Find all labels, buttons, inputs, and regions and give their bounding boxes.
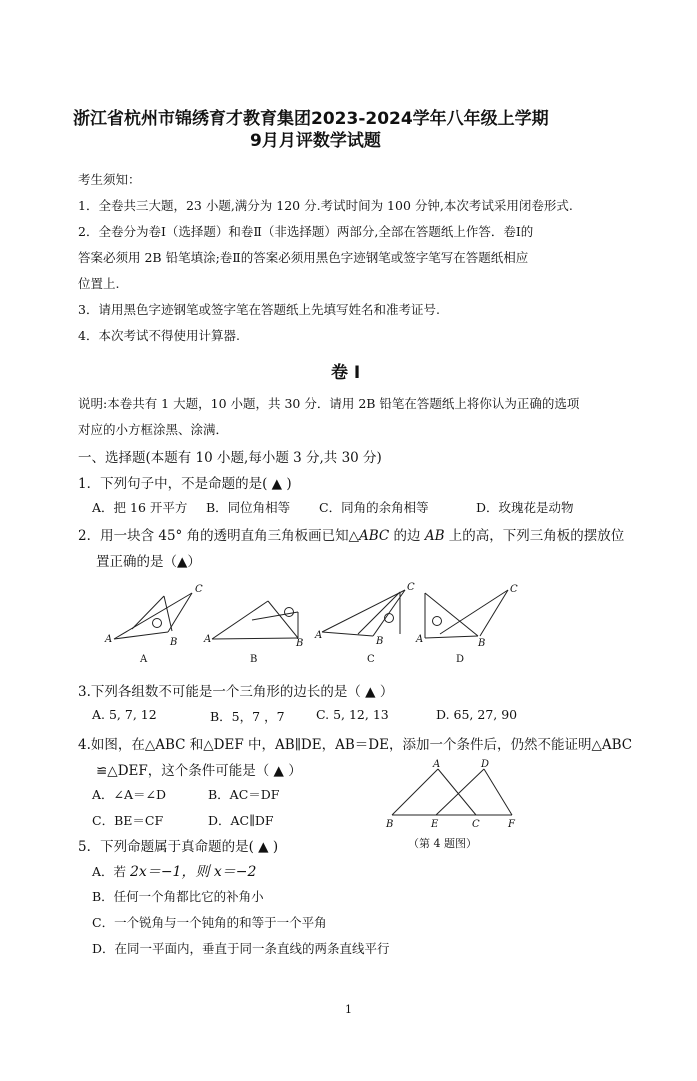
figure-a-diagram [114,593,192,639]
page-number: 1 [345,1003,352,1016]
question-4-option-b: B．AC＝DF [208,787,280,802]
figure-c-point-a: A [315,630,323,641]
notice-item: 1．全卷共三大题，23 小题,满分为 120 分.考试时间为 100 分钟,本次考试采用闭卷形式. [78,198,573,213]
q4-point-f: F [508,819,515,830]
figure-a-point-c: C [195,584,203,595]
question-4-option-c: C．BE＝CF [92,813,164,828]
q4-point-a: A [433,759,441,770]
notice-item: 位置上. [78,276,120,291]
figure-d-point-c: C [510,584,518,595]
question-2-stem [78,524,624,544]
question-2-stem-cont: 置正确的是（▲） [96,554,201,570]
question-1-option-b: B．同位角相等 [206,500,291,515]
q2-stem-ab: AB [424,528,445,544]
figure-b-point-a: A [204,634,212,645]
figure-d-point-b: B [478,638,486,649]
q5-option-a-math: 2x＝−1，则 x＝−2 [130,864,257,880]
q2-stem-text: 上的高，下列三角板的摆放位 [444,528,625,544]
paper-title-line1: 浙江省杭州市锦绣育才教育集团2023-2024学年八年级上学期 [73,109,549,129]
notice-item: 2．全卷分为卷Ⅰ（选择题）和卷Ⅱ（非选择题）两部分,全部在答题纸上作答．卷Ⅰ的 [78,224,534,239]
question-5-option-c: C．一个锐角与一个钝角的和等于一个平角 [92,915,327,930]
notice-heading: 考生须知： [78,172,141,187]
question-3-stem: 3.下列各组数不可能是一个三角形的边长的是（ ▲ ） [78,684,394,700]
question-3-option-d: D. 65, 27, 90 [436,707,518,722]
figure-b-caption: B [250,654,258,665]
question-4-option-a: A．∠A＝∠D [92,787,167,802]
figure-a-point-b: B [170,637,178,648]
question-3-option-c: C. 5, 12, 13 [316,707,389,722]
section-description: 说明:本卷共有 1 大题，10 小题，共 30 分．请用 2B 铅笔在答题纸上将你认为正确的选项 [78,396,580,411]
q4-point-c: C [472,819,480,830]
question-3-option-b: B．5，7 ，7 [210,709,285,724]
figure-a-caption: A [140,654,148,665]
q4-point-d: D [481,759,490,770]
q2-stem-text: 2．用一块含 45° 角的透明直角三角板画已知△ [78,528,359,544]
figure-c-point-b: B [376,636,384,647]
figure-d-point-a: A [416,634,424,645]
figure-b-diagram [212,601,298,639]
figure-a-point-a: A [105,634,113,645]
question-5-stem: 5．下列命题属于真命题的是( ▲ ) [78,839,279,855]
q2-stem-abc: ABC [358,528,390,544]
question-1-stem: 1．下列句子中，不是命题的是( ▲ ) [78,476,292,492]
question-4-figure-caption: （第 4 题图） [408,837,477,850]
section-title: 卷 Ⅰ [331,363,361,383]
figure-b-point-b: B [296,638,304,649]
figure-d-caption: D [456,654,465,665]
figure-d-diagram [425,590,508,638]
figure-c-caption: C [367,654,375,665]
part-title: 一、选择题(本题有 10 小题,每小题 3 分,共 30 分) [78,450,382,466]
question-5-option-b: B．任何一个角都比它的补角小 [92,889,264,904]
notice-item: 答案必须用 2B 铅笔填涂;卷Ⅱ的答案必须用黑色字迹钢笔或签字笔写在答题纸相应 [78,250,529,265]
question-3-option-a: A. 5, 7, 12 [92,707,157,722]
question-4-figure [380,756,520,832]
figure-c-point-c: C [407,582,415,593]
question-4-option-d: D．AC∥DF [208,813,274,828]
question-5-option-d: D．在同一平面内，垂直于同一条直线的两条直线平行 [92,941,390,956]
q2-stem-text: 的边 [389,528,425,544]
question-2-figures [100,578,530,668]
question-1-option-a: A．把 16 开平方 [92,500,188,515]
figure-c-diagram [322,590,405,636]
section-description-cont: 对应的小方框涂黑、涂满． [78,422,229,437]
question-4-stem: 4.如图，在△ABC 和△DEF 中，AB∥DE，AB＝DE，添加一个条件后，仍然不能证明△ABC [78,737,633,753]
paper-title-line2: 9月月评数学试题 [250,131,381,151]
notice-item: 3．请用黑色字迹钢笔或签字笔在答题纸上先填写姓名和准考证号. [78,302,440,317]
question-1-option-d: D．玫瑰花是动物 [476,500,574,515]
question-5-option-a [92,861,256,881]
q5-option-a-prefix: A．若 [92,864,127,879]
question-1-option-c: C．同角的余角相等 [319,500,429,515]
q4-point-e: E [431,819,439,830]
notice-item: 4．本次考试不得使用计算器. [78,328,240,343]
question-4-stem-cont: ≌△DEF，这个条件可能是（ ▲ ） [96,763,302,779]
q4-point-b: B [386,819,394,830]
